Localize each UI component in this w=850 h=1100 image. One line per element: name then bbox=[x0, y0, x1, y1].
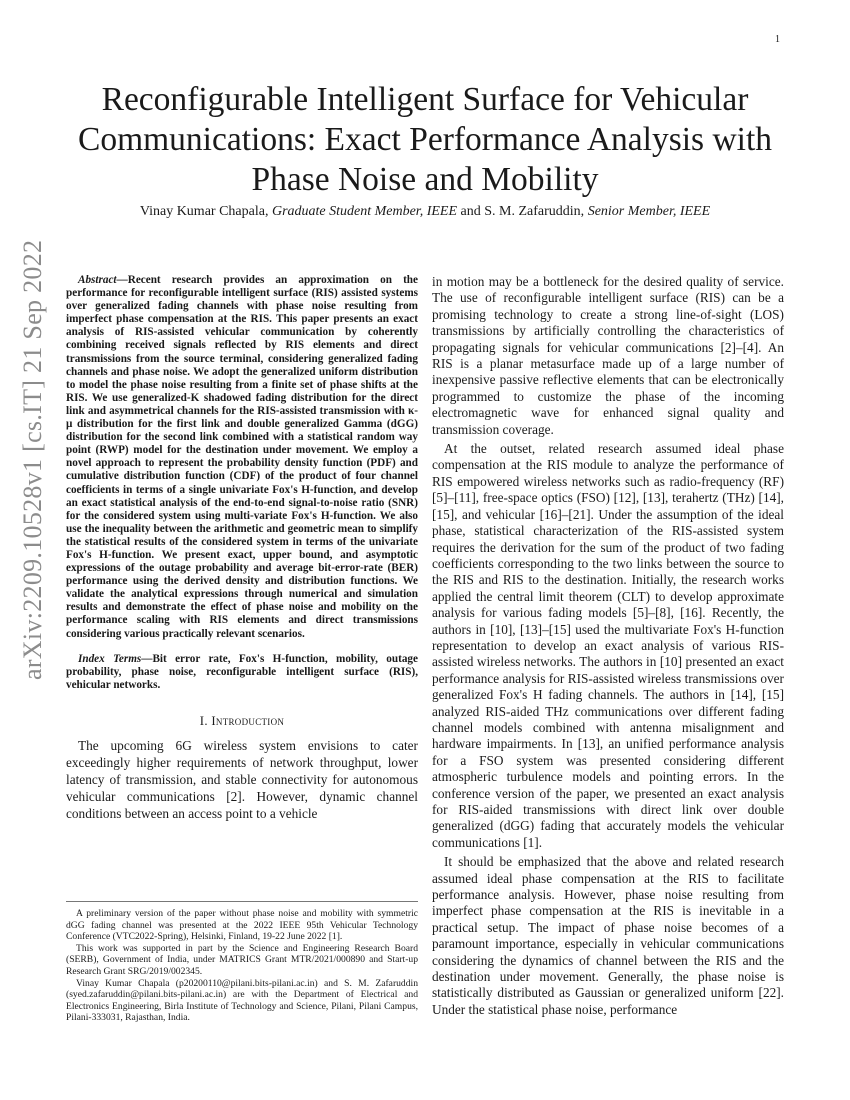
author-1-name: Vinay Kumar Chapala, bbox=[139, 204, 272, 219]
index-terms-label: Index Terms bbox=[78, 652, 142, 665]
footnote-affiliations: Vinay Kumar Chapala (p20200110@pilani.bits-pilani.ac.in) and S. M. Zafaruddin (syed.zafaruddin@pilani.bits-pilani.ac.in) are with the Department of Electrical and Electronics Engineering, Birla Institute of Technology and Science, Pilani, Pilani Campus, Pilani-333031, Rajasthan, India. bbox=[66, 977, 418, 1024]
intro-paragraph-3: It should be emphasized that the above and related research assumed ideal phase compensation at the RIS to facilitate performance analysis. However, phase noise resulting from imperfect phase compensation at the RIS is inevitable in a practical setup. The impact of phase noise becomes of a paramount importance, especially in vehicular communications considering the dynamics of channel between the RIS and the destination under movement. Generally, the phase noise is statistically distributed as Gaussian or generalized uniform [22]. Under the statistical phase noise, performance bbox=[432, 854, 784, 1017]
index-terms-text: —Bit error rate, Fox's H-function, mobility, outage probability, phase noise, reconfigurable intelligent surface (RIS), vehicular networks. bbox=[66, 652, 418, 691]
page-number: 1 bbox=[775, 34, 780, 45]
footnotes bbox=[66, 901, 418, 1024]
right-column bbox=[432, 274, 784, 1018]
left-column bbox=[66, 274, 418, 822]
abstract-text: —Recent research provides an approximation on the performance for reconfigurable intelligent surface (RIS) assisted systems over generalized fading channels with phase noise resulting from imperfect phase compensation at the RIS. This paper presents an exact analysis of RIS-assisted vehicular communication by coherently combining received signals reflected by RIS elements and direct transmissions from the source terminal, considering generalized fading channels and phase noise. We adopt the generalized uniform distribution to model the phase noise resulting from a finite set of phase shifts at the RIS. We use generalized-K shadowed fading distribution for the direct link and asymmetrical channels for the RIS-assisted transmission with κ-μ distribution for the first link and double generalized Gamma (dGG) distribution for the second link combined with a statistical random way point (RWP) model for the destination under movement. We employ a novel approach to represent the probability density function (PDF) and cumulative distribution function (CDF) of the product of four channel coefficients in terms of a single univariate Fox's H-function, and develop an exact statistical analysis of the end-to-end signal-to-noise ratio (SNR) for the considered system using multi-variate Fox's H-function. We also use the inequality between the arithmetic and geometric mean to simplify the statistical results of the considered system in terms of the univariate Fox's H-function. We present exact, upper bound, and asymptotic expressions of the outage probability and average bit-error-rate (BER) performance using the derived density and distribution functions. We validate the analytical expressions through numerical and simulation results and demonstrate the effect of phase noise and mobility on the performance scaling with RIS elements and direct transmissions considering various practically relevant scenarios. bbox=[66, 274, 418, 640]
author-line bbox=[40, 203, 810, 221]
index-terms bbox=[66, 653, 418, 692]
abstract-label: Abstract bbox=[78, 274, 117, 286]
footnote-funding: This work was supported in part by the Science and Engineering Research Board (SERB), Government of India, under MATRICS Grant MTR/2021/000890 and Start-up Research Grant SRG/2019/002345. bbox=[66, 942, 418, 977]
author-2-role: Senior Member, IEEE bbox=[587, 204, 711, 219]
arxiv-identifier-stamp: arXiv:2209.10528v1 [cs.IT] 21 Sep 2022 bbox=[18, 239, 47, 680]
abstract bbox=[66, 274, 418, 641]
footnote-preliminary-version: A preliminary version of the paper without phase noise and mobility with symmetric dGG fading channel was presented at the 2022 IEEE 95th Vehicular Technology Conference (VTC2022-Spring), Helsinki, Finland, 19-22 June 2022 [1]. bbox=[66, 908, 418, 943]
author-1-role: Graduate Student Member, IEEE bbox=[271, 204, 458, 219]
intro-paragraph-2: At the outset, related research assumed ideal phase compensation at the RIS module to analyze the performance of RIS empowered wireless networks such as radio-frequency (RF) [5]–[11], free-space optics (FSO) [12], [13], terahertz (THz) [14], [15], and vehicular [16]–[21]. Under the assumption of the ideal phase, statistical characterization of the RIS-assisted system requires the derivation for the sum of the product of two fading coefficients corresponding to the two links between the source to the RIS and RIS to the destination. Initially, the research works applied the central limit theorem (CLT) to develop approximate analysis for various fading models [5]–[8], [16]. Recently, the authors in [10], [13]–[15] used the multivariate Fox's H-function representation to develop an exact analysis of various RIS-assisted wireless networks. The authors in [10] presented an exact performance analysis for RIS-assisted wireless transmissions over generalized Fox's H fading channels. The authors in [14], [15] analyzed RIS-aided THz communications over different fading channel models combined with antenna misalignment and hardware impairments. In [13], an unified performance analysis for a FSO system was presented considering different atmospheric turbulence models and pointing errors. In the conference version of the paper, we presented an exact analysis for RIS-aided transmissions with direct link over double generalized (dGG) fading that accurately models the vehicular communications [1]. bbox=[432, 441, 784, 850]
paper-title: Reconfigurable Intelligent Surface for Vehicular Communications: Exact Performance Analysis with Phase Noise and Mobility bbox=[77, 81, 773, 198]
intro-paragraph-1-start: The upcoming 6G wireless system envisions to cater exceedingly higher requirements of network throughput, lower latency of transmission, and stable connectivity for autonomous vehicular communications [2]. However, dynamic channel conditions between an access point to a vehicle bbox=[66, 737, 418, 821]
intro-paragraph-1-continued: in motion may be a bottleneck for the desired quality of service. The use of reconfigurable intelligent surface (RIS) can be a promising technology to create a strong line-of-sight (LOS) transmissions by artificially controlling the characteristics of propagating signals for vehicular communications [2]–[4]. An RIS is a planar metasurface made up of a large number of inexpensive passive reflective elements that can be electronically programmed to customize the phase of the incoming electromagnetic wave for enhanced signal quality and transmission coverage. bbox=[432, 274, 784, 437]
section-heading-introduction: I. Introduction bbox=[199, 713, 285, 728]
author-2-name: and S. M. Zafaruddin, bbox=[457, 204, 588, 219]
